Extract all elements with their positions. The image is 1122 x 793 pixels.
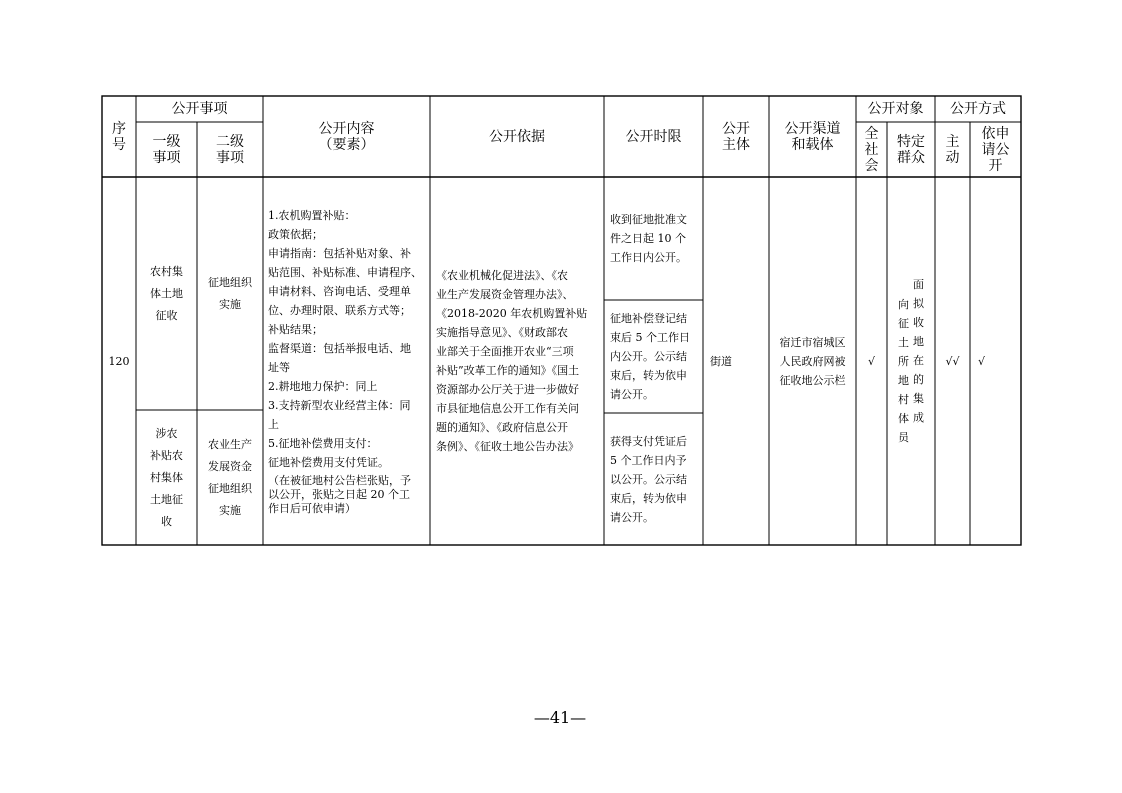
deadline-3: 获得支付凭证后 5 个工作日内予 以公开。公示结 束后，转为依申 请公开。 [610, 434, 687, 524]
header-target-group: 公开对象 [867, 101, 924, 117]
level2-item-a: 征地组织 实施 [208, 275, 252, 311]
header-deadline: 公开时限 [625, 128, 682, 145]
content-cell [268, 177, 428, 545]
header-mode-group: 公开方式 [950, 101, 1006, 117]
header-channel: 公开渠道 和载体 [784, 120, 841, 153]
header-level1: 一级 事项 [152, 133, 181, 166]
header-basis: 公开依据 [489, 128, 545, 145]
header-items-group: 公开事项 [171, 101, 228, 117]
whole-society-check: √ [867, 354, 875, 368]
header-content: 公开内容 （要素） [318, 120, 375, 153]
content-note: （在被征地村公告栏张贴，予 以公开，张贴之日起 20 个工 作日后可依申请） [268, 474, 411, 515]
header-active: 主 动 [945, 133, 960, 166]
specific-group-col-a: 向 征 土 所 地 村 体 员 [898, 298, 909, 444]
content-main: 1.农机购置补贴： 政策依据； 申请指南：包括补贴对象、补 贴范围、补贴标准、申请程序、 申请材料、咨询电话、受理单 位、办理时限、联系方式等； 补贴结果； 监督渠道：包括举报电话、地 址等 2.耕地地力保护：同上 3.支持新型农业经营主体：同 上 5.征地补偿费用支付： 征地补偿费用支付凭证。 [268, 209, 422, 469]
level1-item-b: 涉农 补贴农 村集体 土地征 收 [150, 426, 183, 528]
active-check: √√ [945, 354, 960, 368]
row-seq: 120 [108, 354, 130, 368]
channel-cell: 宿迁市宿城区 人民政府网被 征收地公示栏 [779, 335, 846, 387]
deadline-2: 征地补偿登记结 束后 5 个工作日 内公开。公示结 束后，转为依申 请公开。 [610, 312, 690, 401]
specific-group-cell [887, 177, 935, 545]
header-level2: 二级 事项 [216, 133, 244, 166]
specific-group-col-b: 面 拟 收 地 在 的 集 成 [913, 278, 924, 424]
basis-cell: 《农业机械化促进法》、《农 业生产发展资金管理办法》、 《2018-2020 年农机购置补贴 实施指导意见》、《财政部农 业部关于全面推开农业“三项 补贴”改革工作的通知》《国土 资源部办公厅关于进一步做好 市县征地信息公开工作有关问 题的通知》、《政府信息公开 条例》、《征收土地公告办法》 [436, 269, 588, 453]
level1-item-a: 农村集 体土地 征收 [150, 264, 183, 322]
page-number: —41— [533, 708, 587, 727]
level2-item-b: 农业生产 发展资金 征地组织 实施 [208, 437, 252, 517]
header-specific-group: 特定 群众 [897, 133, 925, 166]
header-on-request: 依申 请公 开 [981, 125, 1010, 174]
header-whole-society: 全 社 会 [864, 125, 879, 174]
header-seq: 序 号 [112, 120, 126, 153]
on-request-check: √ [978, 354, 986, 368]
header-subject: 公开 主体 [722, 120, 750, 153]
deadline-1: 收到征地批准文 件之日起 10 个 工作日内公开。 [610, 213, 687, 264]
subject-cell: 街道 [710, 354, 732, 368]
